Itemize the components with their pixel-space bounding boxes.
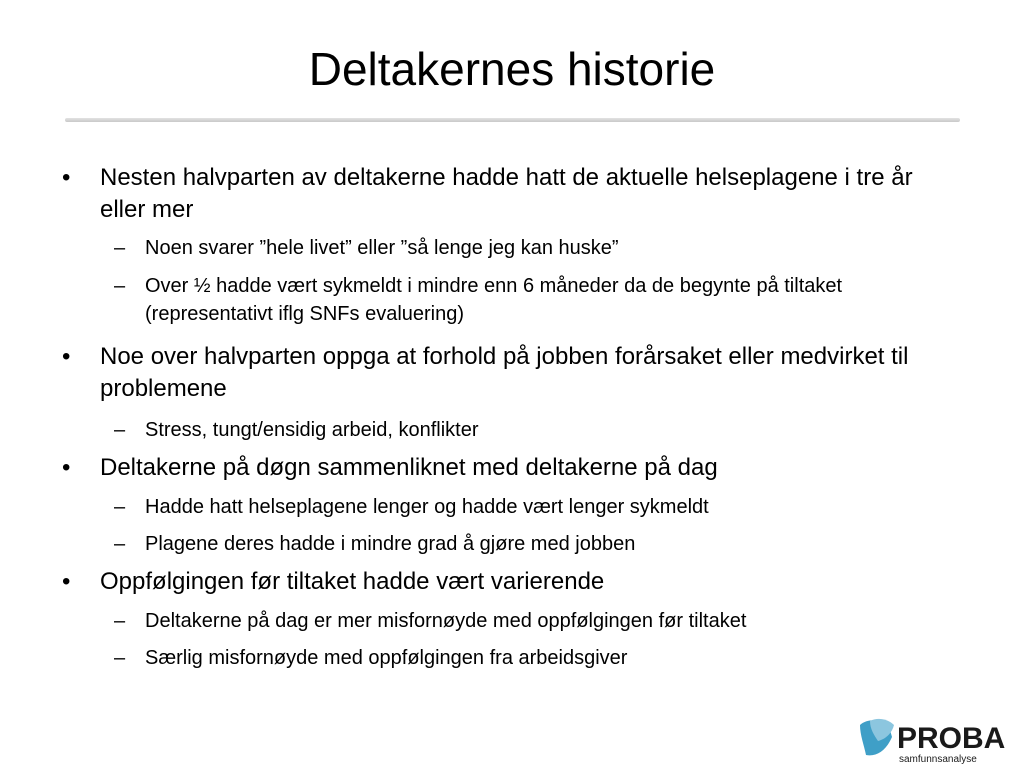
bullet-text: Nesten halvparten av deltakerne hadde hatt de aktuelle helseplagene i tre år eller mer: [100, 164, 913, 223]
bullet-item: [62, 341, 960, 405]
sub-bullet-text: Stress, tungt/ensidig arbeid, konflikter: [145, 419, 479, 441]
sub-bullet-text: Plagene deres hadde i mindre grad å gjøre med jobben: [145, 533, 636, 555]
sub-bullet-text: Hadde hatt helseplagene lenger og hadde vært lenger sykmeldt: [145, 496, 709, 518]
proba-logo: [856, 715, 1020, 765]
bullet-marker: •: [62, 164, 71, 191]
bullet-text: Deltakerne på døgn sammenliknet med deltakerne på dag: [100, 454, 718, 481]
dash-marker: –: [114, 419, 126, 441]
dash-marker: –: [114, 496, 126, 518]
sub-bullet-item: [114, 493, 965, 521]
bullet-marker: •: [62, 454, 71, 481]
bullet-item: [62, 162, 960, 226]
dash-marker: –: [114, 533, 126, 555]
bullet-text: Oppfølgingen før tiltaket hadde vært varierende: [100, 568, 605, 595]
sub-bullet-item: [114, 530, 965, 558]
dash-marker: –: [114, 275, 126, 297]
sub-bullet-item: [114, 607, 965, 635]
bullet-marker: •: [62, 343, 71, 370]
dash-marker: –: [114, 647, 126, 669]
logo-wordmark: PROBA: [897, 722, 1006, 755]
dash-marker: –: [114, 610, 126, 632]
sub-bullet-item: [114, 234, 965, 262]
bullet-item: [62, 452, 960, 484]
bullet-marker: •: [62, 568, 71, 595]
sub-bullet-text: Noen svarer ”hele livet” eller ”så lenge jeg kan huske”: [145, 237, 619, 259]
logo-tagline: samfunnsanalyse: [899, 754, 977, 765]
bullet-item: [62, 566, 960, 598]
slide-title: Deltakernes historie: [308, 43, 716, 95]
sub-bullet-item: [114, 272, 965, 328]
sub-bullet-text: Deltakerne på dag er mer misfornøyde med oppfølgingen før tiltaket: [145, 610, 747, 632]
sub-bullet-text: Over ½ hadde vært sykmeldt i mindre enn 6 måneder da de begynte på tiltaket (representativt iflg SNFs evaluering): [145, 275, 843, 325]
bullet-text: Noe over halvparten oppga at forhold på jobben forårsaket eller medvirket til problemene: [100, 343, 909, 402]
leaf-icon: [860, 719, 894, 755]
sub-bullet-text: Særlig misfornøyde med oppfølgingen fra arbeidsgiver: [145, 647, 628, 669]
dash-marker: –: [114, 237, 126, 259]
sub-bullet-item: [114, 644, 965, 672]
sub-bullet-item: [114, 416, 965, 444]
